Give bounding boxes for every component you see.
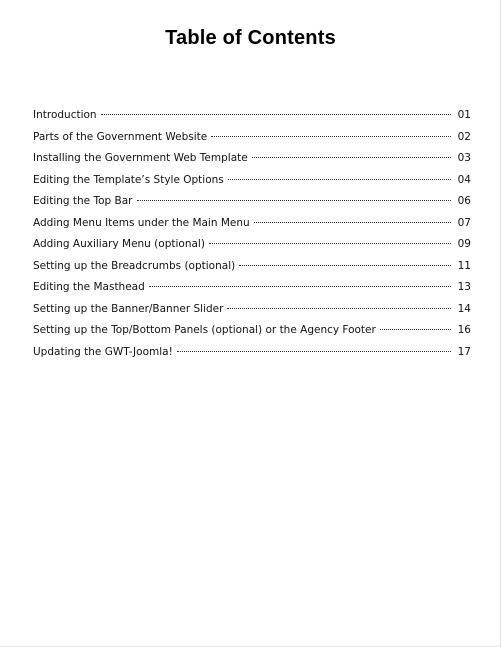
toc-entry — [33, 301, 471, 323]
toc-entry-label: Editing the Template’s Style Options — [33, 173, 224, 186]
toc-entry-page: 13 — [457, 281, 471, 293]
toc-entry — [33, 236, 471, 258]
toc-entry — [33, 172, 471, 194]
dot-leader — [211, 136, 451, 137]
toc-entry-page: 14 — [457, 302, 471, 315]
dot-leader — [380, 329, 451, 330]
toc-entry — [33, 322, 471, 344]
toc-entry-label: Editing the Masthead — [33, 281, 145, 293]
toc-entry-page: 02 — [457, 130, 471, 143]
toc-entry — [33, 258, 471, 280]
toc-entry-label: Adding Auxiliary Menu (optional) — [33, 238, 205, 250]
toc-entry — [33, 107, 471, 129]
dot-leader — [101, 114, 451, 115]
toc-entry-label: Setting up the Breadcrumbs (optional) — [33, 259, 236, 272]
dot-leader — [149, 286, 451, 287]
dot-leader — [228, 179, 451, 180]
toc-entry — [33, 279, 471, 301]
toc-entry-page: 01 — [457, 109, 471, 121]
toc-entry-page: 07 — [457, 216, 471, 229]
dot-leader — [209, 243, 451, 244]
toc-entry-label: Setting up the Top/Bottom Panels (optional) or the Agency Footer — [33, 324, 376, 336]
dot-leader — [177, 351, 451, 352]
toc-entry-page: 17 — [457, 345, 471, 358]
toc-entry-label: Adding Menu Items under the Main Menu — [33, 216, 250, 229]
toc-entry-page: 03 — [457, 152, 471, 164]
toc-entry-label: Installing the Government Web Template — [33, 152, 248, 164]
toc-entry-label: Updating the GWT-Joomla! — [33, 345, 173, 358]
toc-entry — [33, 215, 471, 237]
toc-entry-page: 11 — [457, 259, 471, 272]
page-title: Table of Contents — [165, 27, 336, 49]
dot-leader — [137, 200, 452, 201]
toc-entry-page: 04 — [457, 173, 471, 186]
toc-entry-page: 06 — [457, 195, 471, 207]
dot-leader — [239, 265, 451, 266]
toc-entry-page: 16 — [457, 324, 471, 336]
toc-entry — [33, 193, 471, 215]
toc-entry — [33, 129, 471, 151]
toc-entry-label: Introduction — [33, 109, 97, 121]
toc-entry — [33, 344, 471, 366]
toc-entry-label: Setting up the Banner/Banner Slider — [33, 302, 224, 315]
dot-leader — [252, 157, 451, 158]
toc-entry — [33, 150, 471, 172]
dot-leader — [227, 308, 451, 309]
table-of-contents — [33, 107, 471, 365]
dot-leader — [254, 222, 451, 223]
toc-entry-label: Editing the Top Bar — [33, 195, 133, 207]
toc-entry-label: Parts of the Government Website — [33, 130, 208, 143]
toc-entry-page: 09 — [457, 238, 471, 250]
